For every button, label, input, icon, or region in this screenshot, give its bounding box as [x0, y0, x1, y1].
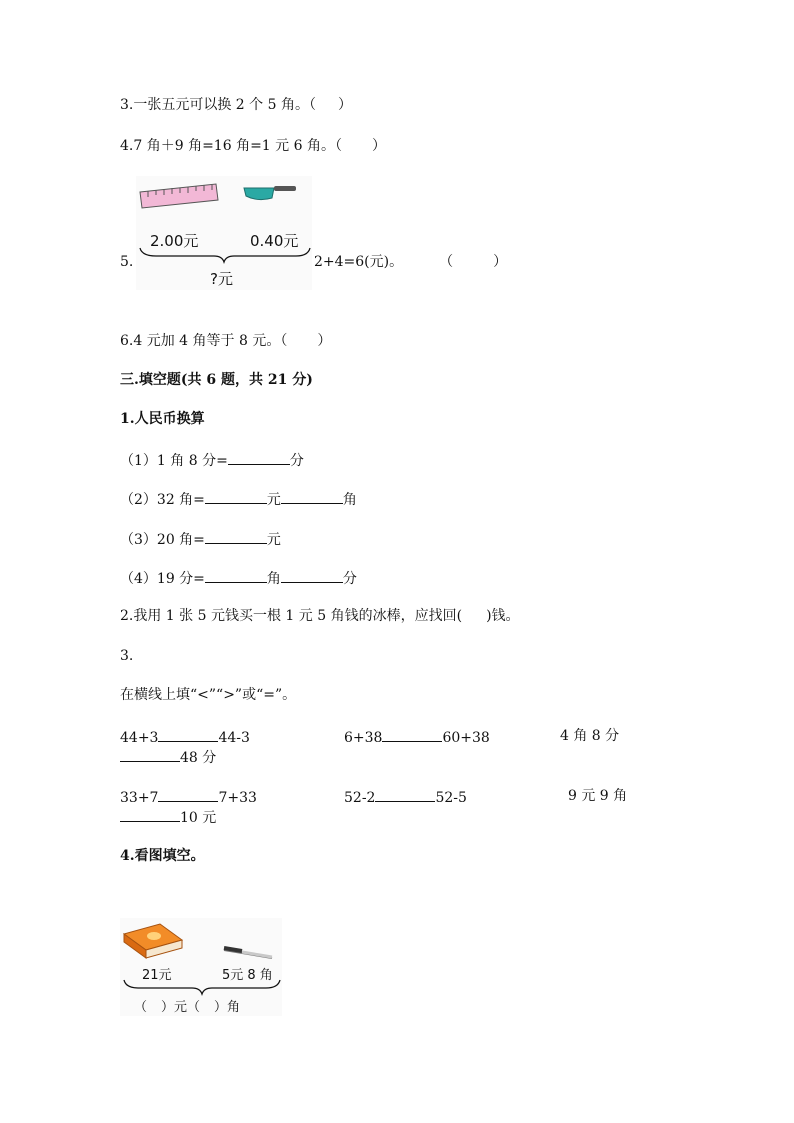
judge-q3 [120, 96, 352, 114]
item-prefix: （3）20 角= [120, 532, 205, 548]
q5-paren-open: （ [439, 254, 454, 270]
fill-q1-item-3 [120, 529, 281, 549]
answer-blank[interactable] [228, 450, 290, 465]
q4-price-book: 21元 [142, 968, 172, 983]
section-title: 三.填空题(共 6 题，共 21 分) [120, 372, 313, 388]
fill-q1-title: 1.人民币换算 [120, 411, 205, 427]
q5-total: ?元 [210, 270, 233, 288]
item-unit: 分 [342, 571, 357, 587]
compare-blank[interactable] [375, 787, 435, 802]
compare-right: 60+38 [442, 730, 490, 746]
compare-2a [120, 787, 257, 807]
answer-blank[interactable] [281, 489, 343, 504]
q5-figure [136, 176, 312, 290]
item-unit: 元 [266, 492, 281, 508]
q4-price-pen: 5元 8 角 [222, 968, 273, 983]
book-icon [124, 924, 182, 958]
compare-right: 52-5 [435, 790, 467, 806]
answer-blank[interactable] [205, 529, 267, 544]
compare-left: 33+7 [120, 790, 159, 806]
pen-icon [224, 948, 272, 958]
q5-price-ruler: 2.00元 [150, 232, 199, 250]
item-unit: 角 [266, 571, 281, 587]
fill-q1-item-4 [120, 568, 357, 588]
fill-q4-title: 4.看图填空。 [120, 848, 205, 864]
compare-blank[interactable] [120, 807, 180, 822]
compare-left: 6+38 [344, 730, 383, 746]
q3-text: 一张五元可以换 2 个 5 角。 [133, 97, 309, 113]
compare-blank[interactable] [382, 727, 442, 742]
compare-left: 52-2 [344, 790, 376, 806]
compare-right: 44-3 [218, 730, 250, 746]
fill-q2-text-after: )钱。 [486, 608, 520, 624]
knife-icon [244, 186, 296, 200]
answer-blank[interactable] [205, 489, 267, 504]
compare-right: 10 元 [180, 810, 217, 826]
answer-blank[interactable] [281, 568, 343, 583]
fill-q2-text-before: 2.我用 1 张 5 元钱买一根 1 元 5 角钱的冰棒，应找回( [120, 608, 463, 624]
q4-jiao-label: ）角 [214, 1000, 241, 1015]
q5-price-knife: 0.40元 [250, 232, 299, 250]
q6-paren-close: ） [317, 333, 332, 349]
q4-paren-open: （ [134, 1000, 148, 1015]
compare-right: 48 分 [180, 750, 217, 766]
compare-blank[interactable] [120, 747, 180, 762]
item-prefix: （1）1 角 8 分= [120, 453, 228, 469]
item-unit: 角 [342, 492, 357, 508]
item-prefix: （2）32 角= [120, 492, 205, 508]
q4-figure [120, 918, 282, 1016]
compare-left: 44+3 [120, 730, 159, 746]
judge-q5-text [314, 253, 507, 271]
q5-number: 5. [120, 254, 134, 270]
q3-number: 3. [120, 97, 134, 113]
q3-paren-open: （ [308, 97, 316, 113]
q6-paren-open: （ [280, 333, 288, 349]
compare-1c-rest [120, 747, 216, 767]
q4-yuan-label: ）元（ [161, 1000, 201, 1015]
judge-q6 [120, 332, 331, 350]
compare-1c-left: 4 角 8 分 [560, 728, 620, 744]
fill-q3-instruction: 在横线上填“<”“>”或“=”。 [120, 687, 297, 703]
answer-blank[interactable] [205, 568, 267, 583]
q5-paren-close: ） [493, 254, 508, 270]
q3-paren-close: ） [337, 97, 352, 113]
compare-right: 7+33 [218, 790, 257, 806]
q4-text: 7 角＋9 角=16 角=1 元 6 角。 [133, 138, 335, 154]
fill-q2 [120, 607, 520, 625]
q5-text: 2+4=6(元)。 [314, 254, 404, 270]
compare-2c-rest [120, 807, 216, 827]
compare-blank[interactable] [158, 787, 218, 802]
q6-text: 4 元加 4 角等于 8 元。 [133, 333, 281, 349]
judge-q4 [120, 137, 386, 155]
q4-answer-row [134, 996, 240, 1015]
item-prefix: （4）19 分= [120, 571, 205, 587]
q4-number: 4. [120, 138, 134, 154]
item-unit: 元 [266, 532, 281, 548]
fill-q3-number: 3. [120, 648, 134, 664]
fill-q1-item-1 [120, 450, 304, 470]
compare-2b [344, 787, 467, 807]
q6-number: 6. [120, 333, 134, 349]
q4-paren-open: （ [334, 138, 342, 154]
compare-2c-left: 9 元 9 角 [568, 788, 628, 804]
fill-q1-item-2 [120, 489, 357, 509]
compare-1b [344, 727, 490, 747]
ruler-icon [140, 184, 218, 208]
compare-1a [120, 727, 250, 747]
compare-blank[interactable] [158, 727, 218, 742]
q4-paren-close: ） [371, 138, 386, 154]
item-unit: 分 [289, 453, 304, 469]
